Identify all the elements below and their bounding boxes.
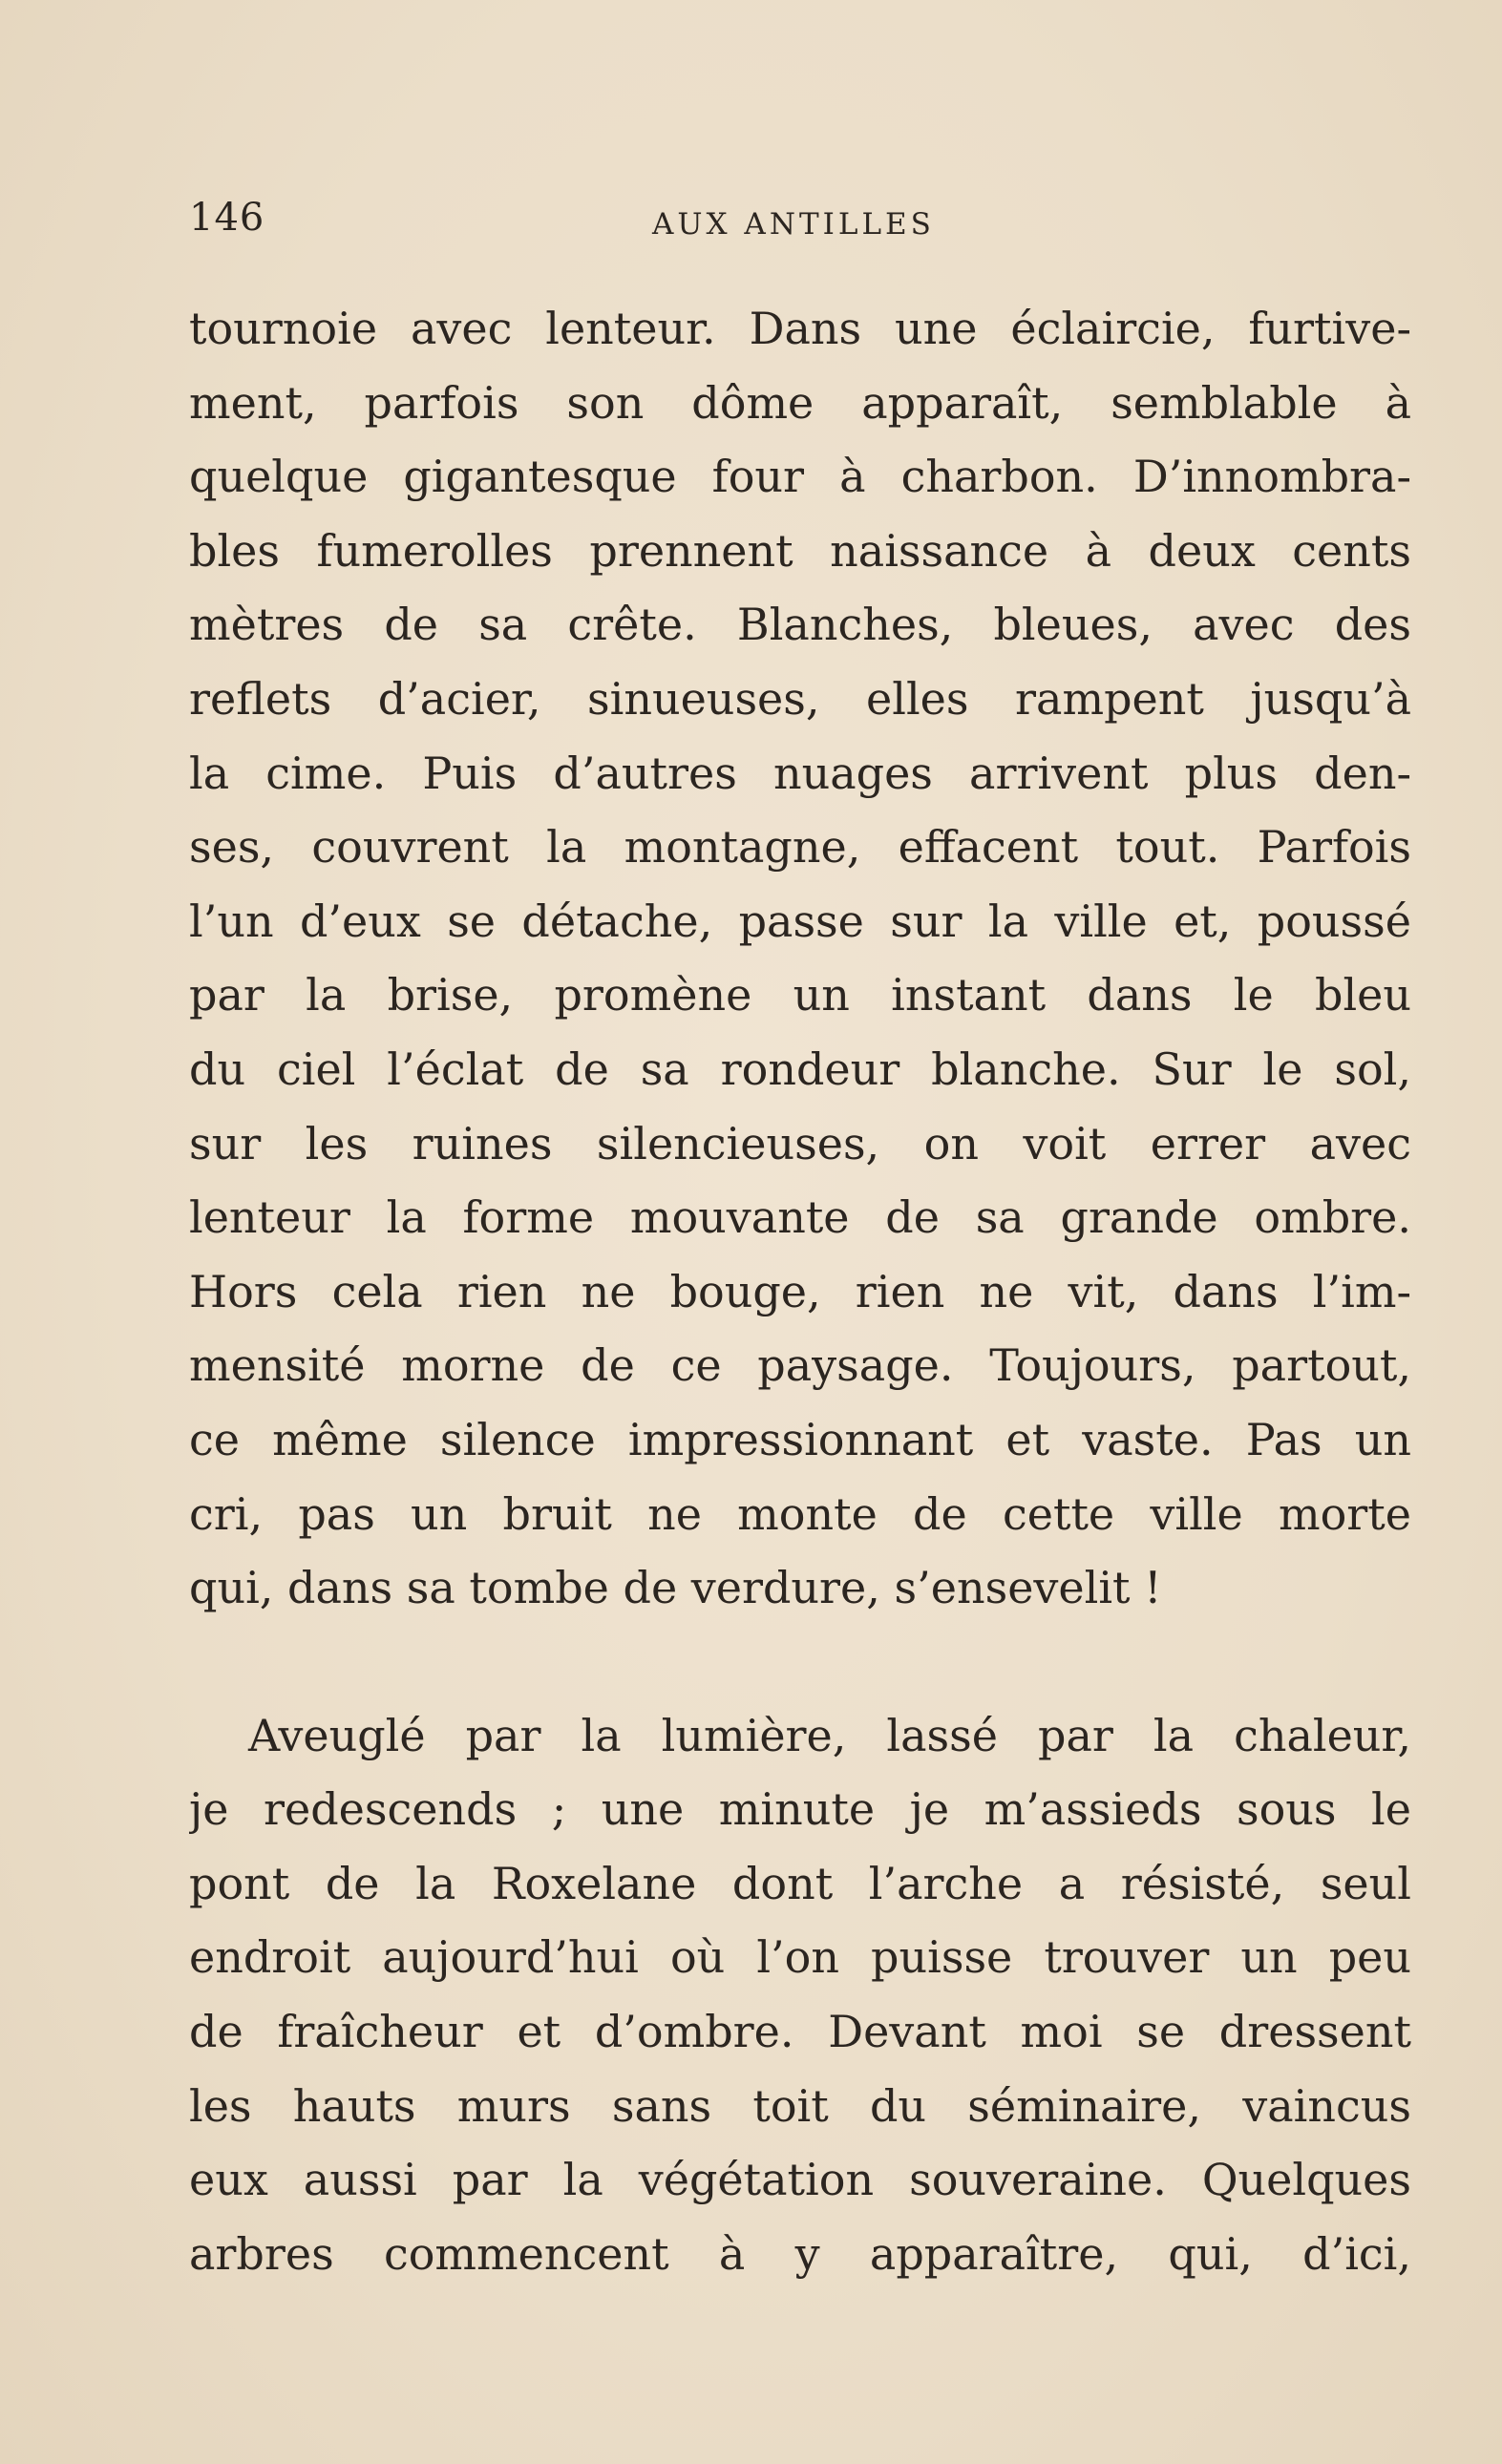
text-line: mensité morne de ce paysage. Toujours, partout,: [189, 1339, 1411, 1392]
text-line: qui, dans sa tombe de verdure, s’ensevelit !: [189, 1562, 1162, 1614]
paragraph-2: [189, 1699, 1411, 2292]
text-line: eux aussi par la végétation souveraine. Quelques: [189, 2154, 1411, 2206]
text-line: ment, parfois son dôme apparaît, semblable à: [189, 376, 1411, 429]
text-line: endroit aujourd’hui où l’on puisse trouver un peu: [189, 1931, 1411, 1984]
paragraph-spacer: [189, 1626, 1411, 1699]
text-line: Hors cela rien ne bouge, rien ne vit, dans l’im-: [189, 1265, 1411, 1317]
text-line: la cime. Puis d’autres nuages arrivent plus den-: [189, 747, 1411, 799]
text-line: ses, couvrent la montagne, effacent tout. Parfois: [189, 821, 1411, 874]
text-line: tournoie avec lenteur. Dans une éclaircie, furtive-: [189, 303, 1411, 354]
body-text: [189, 292, 1411, 2291]
text-line: pont de la Roxelane dont l’arche a résisté, seul: [189, 1857, 1411, 1909]
text-line: de fraîcheur et d’ombre. Devant moi se dressent: [189, 2006, 1411, 2058]
paragraph-1: [189, 292, 1411, 1626]
text-line: mètres de sa crête. Blanches, bleues, avec des: [189, 599, 1411, 651]
text-line: bles fumerolles prennent naissance à deux cents: [189, 524, 1411, 577]
text-line: l’un d’eux se détache, passe sur la ville et, poussé: [189, 895, 1411, 947]
text-line: les hauts murs sans toit du séminaire, vaincus: [189, 2079, 1411, 2132]
page-number: 146: [189, 196, 265, 240]
text-line: arbres commencent à y apparaître, qui, d’ici,: [189, 2227, 1411, 2280]
text-line: sur les ruines silencieuses, on voit errer avec: [189, 1117, 1411, 1169]
text-line: ce même silence impressionnant et vaste. Pas un: [189, 1413, 1411, 1465]
text-line: cri, pas un bruit ne monte de cette ville morte: [189, 1487, 1411, 1540]
text-line: je redescends ; une minute je m’assieds sous le: [189, 1783, 1411, 1836]
text-line: reflets d’acier, sinueuses, elles rampent jusqu’à: [189, 672, 1411, 725]
text-line: Aveuglé par la lumière, lassé par la chaleur,: [248, 1709, 1411, 1761]
text-line: quelque gigantesque four à charbon. D’innombra-: [189, 451, 1411, 503]
running-title: AUX ANTILLES: [652, 207, 935, 242]
text-line: par la brise, promène un instant dans le bleu: [189, 969, 1411, 1021]
text-line: lenteur la forme mouvante de sa grande ombre.: [189, 1191, 1411, 1244]
page-header: [189, 196, 1411, 263]
text-line: du ciel l’éclat de sa rondeur blanche. Sur le sol,: [189, 1042, 1411, 1095]
